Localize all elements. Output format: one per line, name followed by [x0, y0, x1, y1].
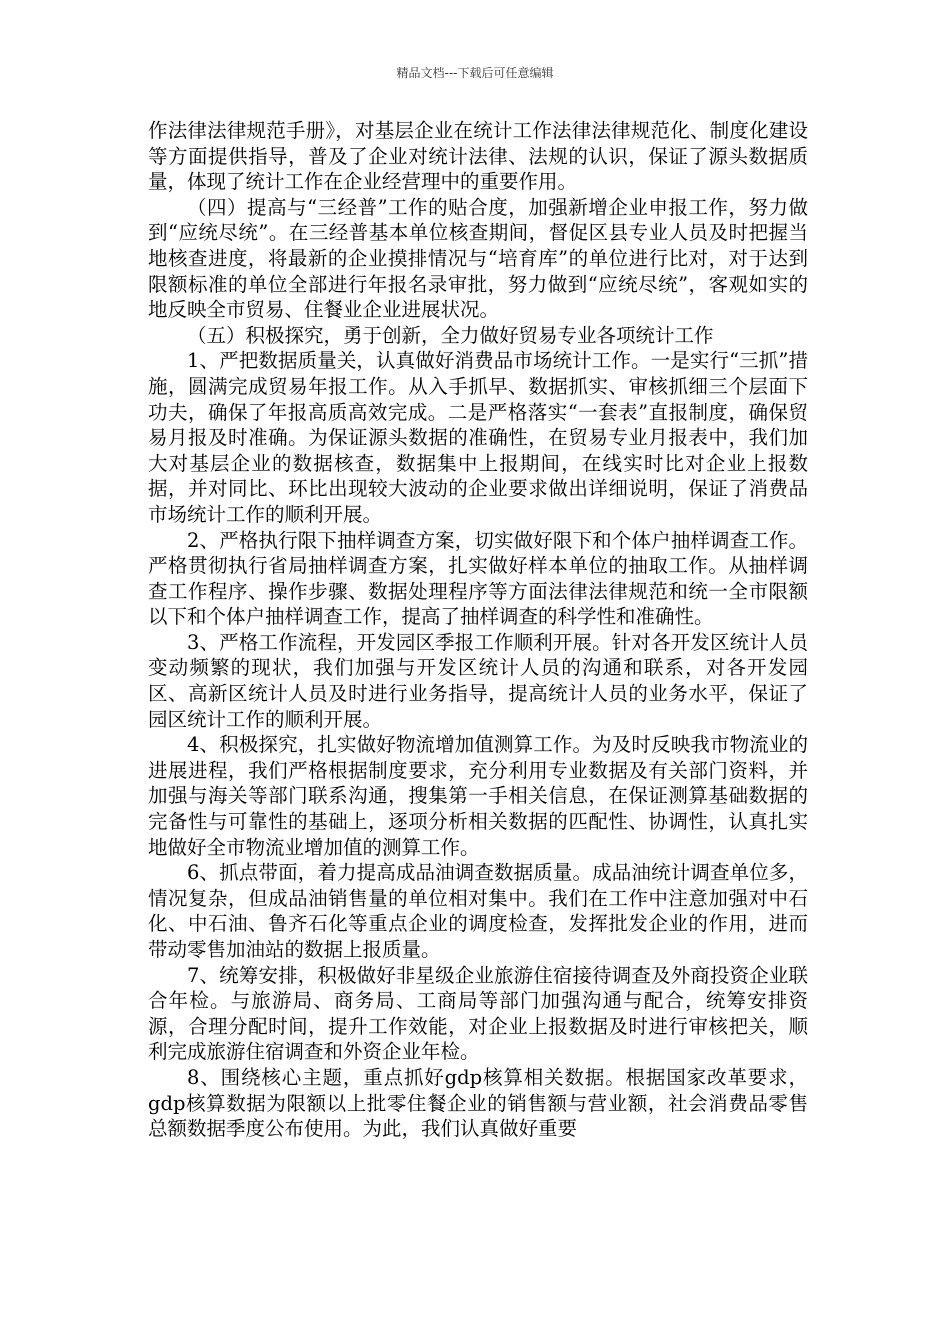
paragraph-item-3: 3、严格工作流程，开发园区季报工作顺利开展。针对各开发区统计人员变动频繁的现状，我们加强与开发区统计人员的沟通和联系，对各开发园区、高新区统计人员及时进行业务指导，提高统计人员的业务水平，保证了园区统计工作的顺利开展。	[148, 630, 808, 731]
paragraph-continuation: 作法律法律规范手册》，对基层企业在统计工作法律法律规范化、制度化建设等方面提供指导，普及了企业对统计法律、法规的认识，保证了源头数据质量，体现了统计工作在企业经营理中的重要作用。	[148, 119, 808, 194]
page-header: 精品文档---下载后可任意编辑	[396, 66, 554, 80]
paragraph-item-1: 1、严把数据质量关，认真做好消费品市场统计工作。一是实行“三抓”措施，圆满完成贸易年报工作。从入手抓早、数据抓实、审核抓细三个层面下功夫，确保了年报高质高效完成。二是严格落实“一套表”直报制度，确保贸易月报及时准确。为保证源头数据的准确性，在贸易专业月报表中，我们加大对基层企业的数据核查，数据集中上报期间，在线实时比对企业上报数据，并对同比、环比出现较大波动的企业要求做出详细说明，保证了消费品市场统计工作的顺利开展。	[148, 349, 808, 526]
paragraph-item-7: 7、统筹安排，积极做好非星级企业旅游住宿接待调查及外商投资企业联合年检。与旅游局、商务局、工商局等部门加强沟通与配合，统筹安排资源，合理分配时间，提升工作效能，对企业上报数据及时进行审核把关，顺利完成旅游住宿调查和外资企业年检。	[148, 963, 808, 1064]
paragraph-item-6: 6、抓点带面，着力提高成品油调查数据质量。成品油统计调查单位多，情况复杂，但成品油销售量的单位相对集中。我们在工作中注意加强对中石化、中石油、鲁齐石化等重点企业的调度检查，发挥批发企业的作用，进而带动零售加油站的数据上报质量。	[148, 861, 808, 961]
paragraph-item-8: 8、围绕核心主题，重点抓好gdp核算相关数据。根据国家改革要求，gdp核算数据为限额以上批零住餐企业的销售额与营业额，社会消费品零售总额数据季度公布使用。为此，我们认真做好重要	[148, 1065, 808, 1141]
body-text	[148, 118, 808, 1142]
paragraph-item-2: 2、严格执行限下抽样调查方案，切实做好限下和个体户抽样调查工作。严格贯彻执行省局抽样调查方案，扎实做好样本单位的抽取工作。从抽样调查工作程序、操作步骤、数据处理程序等方面法律法律规范和统一全市限额以下和个体户抽样调查工作，提高了抽样调查的科学性和准确性。	[148, 528, 808, 629]
paragraph-section-5-heading: （五）积极探究，勇于创新，全力做好贸易专业各项统计工作	[187, 323, 714, 347]
paragraph-item-4: 4、积极探究，扎实做好物流增加值测算工作。为及时反映我市物流业的进展进程，我们严格根据制度要求，充分利用专业数据及有关部门资料，并加强与海关等部门联系沟通，搜集第一手相关信息，在保证测算基础数据的完备性与可靠性的基础上，逐项分析相关数据的匹配性、协调性，认真扎实地做好全市物流业增加值的测算工作。	[148, 733, 808, 859]
paragraph-section-4: （四）提高与“三经普”工作的贴合度，加强新增企业申报工作，努力做到“应统尽统”。在三经普基本单位核查期间，督促区县专业人员及时把握当地核查进度，将最新的企业摸排情况与“培育库”的单位进行比对，对于达到限额标准的单位全部进行年报名录审批，努力做到“应统尽统”，客观如实的地反映全市贸易、住餐业企业进展状况。	[148, 195, 808, 322]
